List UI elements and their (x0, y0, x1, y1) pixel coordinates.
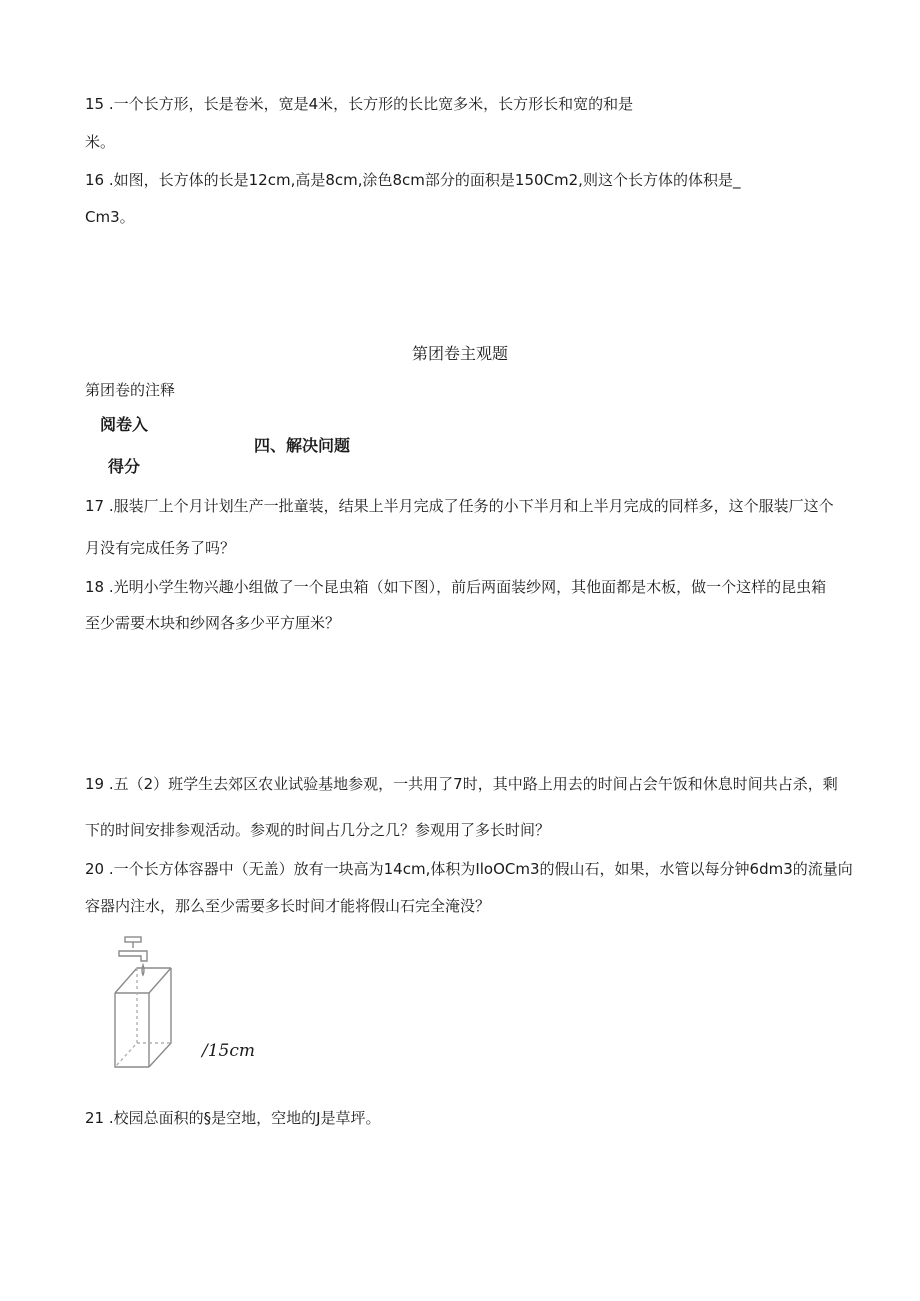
section-heading: 四、解决问题 (254, 436, 351, 455)
faucet-spout (119, 951, 147, 961)
q16-line2: Cm3。 (85, 208, 135, 226)
figure-dimension-label: /15cm (202, 1041, 256, 1061)
q19-line1: 19 .五（2）班学生去郊区农业试验基地参观，一共用了7时，其中路上用去的时间占会午饭和休息时间共占杀，剩 (85, 775, 838, 793)
faucet-handle (125, 937, 141, 942)
container-faucet-figure (105, 935, 185, 1075)
q19-line2: 下的时间安排参观活动。参观的时间占几分之几？参观用了多长时间？ (85, 821, 551, 839)
q18-line2: 至少需要木块和纱网各多少平方厘米？ (85, 614, 341, 632)
q18-line1: 18 .光明小学生物兴趣小组做了一个昆虫箱（如下图），前后两面装纱网，其他面都是木板，做一个这样的昆虫箱 (85, 578, 827, 596)
container-box (115, 968, 171, 1067)
q17-line1: 17 .服装厂上个月计划生产一批童装，结果上半月完成了任务的小下半月和上半月完成的同样多，这个服装厂这个 (85, 497, 834, 515)
score-label: 得分 (108, 457, 141, 476)
q17-line2: 月没有完成任务了吗？ (85, 539, 236, 557)
q15-line1: 15 .一个长方形，长是卷米，宽是4米，长方形的长比宽多米，长方形长和宽的和是 (85, 95, 634, 113)
section-title: 第团卷主观题 (411, 344, 508, 363)
q20-line2: 容器内注水，那么至少需要多长时间才能将假山石完全淹没？ (85, 897, 491, 915)
section-note: 第团卷的注释 (85, 381, 176, 399)
q21-line1: 21 .校园总面积的§是空地，空地的J是草坪。 (85, 1109, 381, 1127)
q20-line1: 20 .一个长方体容器中（无盖）放有一块高为14cm,体积为IloOCm3的假山石，如果，水管以每分钟6dm3的流量向 (85, 860, 853, 878)
water-drop (142, 965, 144, 975)
q15-line2: 米。 (85, 133, 116, 151)
q16-line1: 16 .如图，长方体的长是12cm,高是8cm,涂色8cm部分的面积是150Cm2,则这个长方体的体积是_ (85, 171, 741, 189)
reviewer-label: 阅卷入 (100, 415, 149, 434)
